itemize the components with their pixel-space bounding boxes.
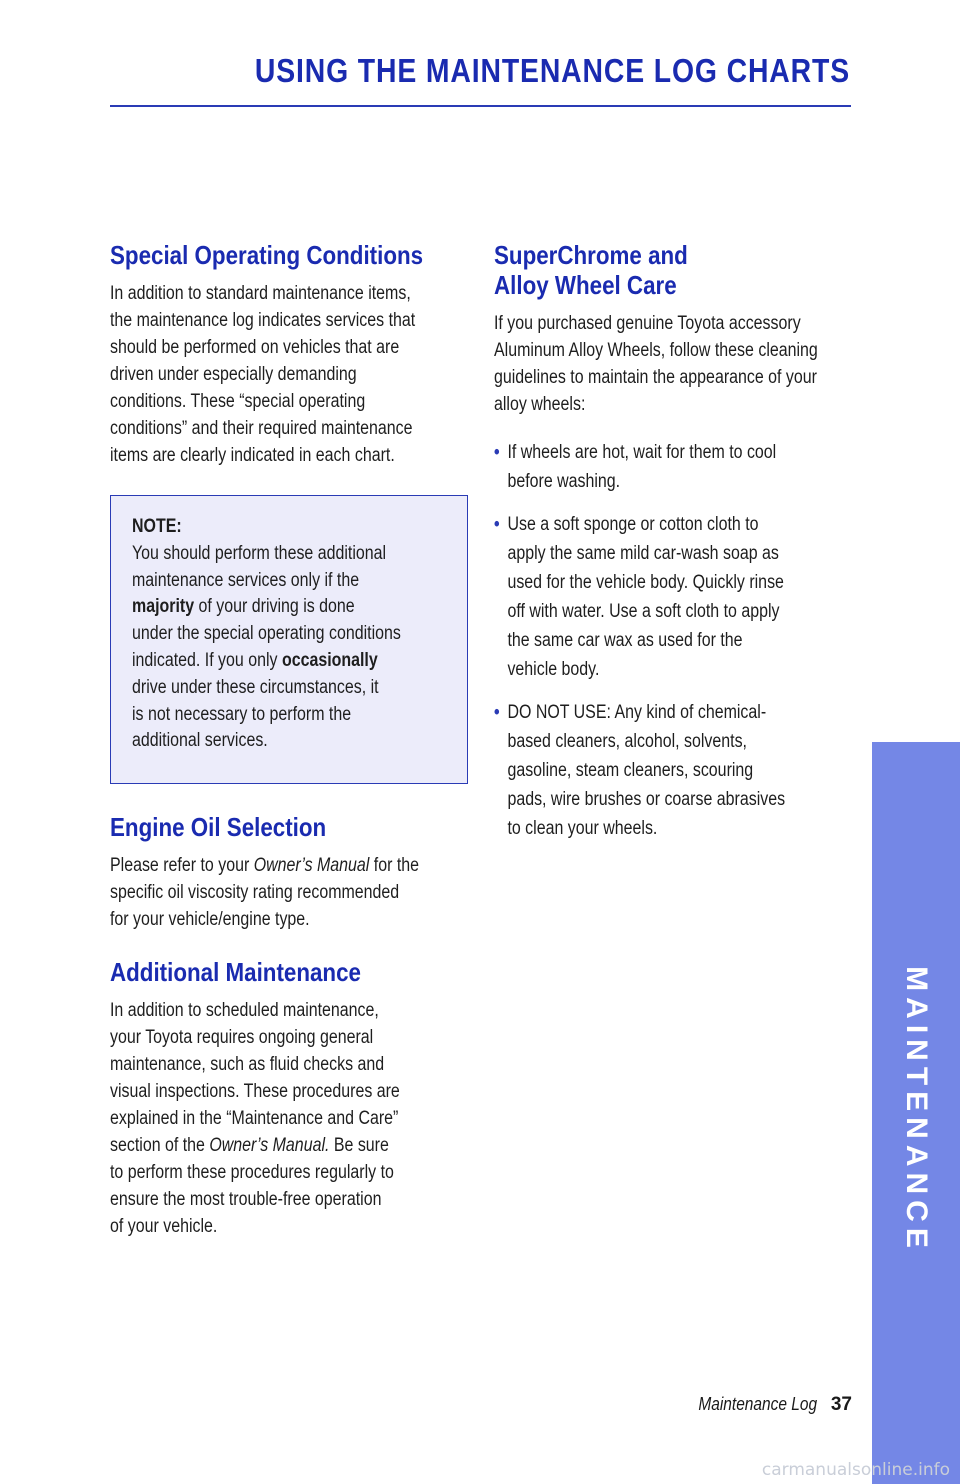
heading-line: Alloy Wheel Care [494, 270, 677, 300]
right-column [494, 240, 854, 857]
text-line: to clean your wheels. [507, 818, 658, 839]
text-line: explained in the “Maintenance and Care” [110, 1108, 399, 1130]
owners-manual-ref: Owner’s Manual [253, 855, 370, 877]
text-line: If you purchased genuine Toyota accessory [494, 313, 801, 334]
text-run: Please refer to your [110, 855, 254, 877]
text-line: off with water. Use a soft cloth to apply [507, 601, 780, 622]
text-line: alloy wheels: [494, 394, 586, 415]
wheel-care-heading [494, 240, 804, 270]
text-line: items are clearly indicated in each chart. [110, 445, 395, 466]
text-line [132, 648, 447, 675]
text-line: conditions. These “special operating [110, 391, 366, 412]
text-line: pads, wire brushes or coarse abrasives [507, 789, 786, 810]
text-line: You should perform these additional [132, 542, 387, 564]
text-run: for the [369, 855, 420, 877]
footer-section-name: Maintenance Log [698, 1394, 817, 1414]
text-line: your Toyota requires ongoing general [110, 1027, 374, 1049]
text-line [110, 852, 468, 879]
text-run: of your driving is done [194, 596, 355, 618]
text-line: drive under these circumstances, it [132, 676, 379, 698]
engine-oil-body [110, 852, 468, 933]
text-line [132, 594, 447, 621]
additional-maintenance-heading: Additional Maintenance [110, 957, 361, 988]
bullet-icon: • [494, 702, 500, 723]
left-column [110, 240, 468, 1264]
page-footer [679, 1394, 852, 1416]
emphasis-majority: majority [132, 596, 195, 618]
text-run: Be sure [329, 1135, 389, 1157]
list-item [494, 698, 854, 843]
list-item [494, 438, 854, 496]
note-body [132, 514, 447, 755]
text-line: additional services. [132, 730, 268, 752]
note-box [110, 495, 468, 784]
text-line [110, 1132, 468, 1159]
text-line: conditions” and their required maintenance [110, 418, 413, 439]
text-line: apply the same mild car-wash soap as [507, 543, 779, 564]
text-run: indicated. If you only [132, 649, 282, 671]
text-line: of your vehicle. [110, 1216, 218, 1238]
text-line: visual inspections. These procedures are [110, 1081, 400, 1103]
text-line: maintenance, such as fluid checks and [110, 1054, 385, 1076]
wheel-care-bullets [494, 438, 854, 843]
text-line: Use a soft sponge or cotton cloth to [507, 514, 759, 535]
additional-maintenance-section [110, 957, 468, 1240]
text-line: for your vehicle/engine type. [110, 909, 310, 931]
page-number: 37 [830, 1394, 852, 1415]
emphasis-occasionally: occasionally [281, 649, 378, 671]
text-line: based cleaners, alcohol, solvents, [507, 731, 747, 752]
list-item [494, 510, 854, 684]
note-label: NOTE: [132, 516, 182, 537]
side-tab-label: MAINTENANCE [900, 966, 933, 1254]
text-line: the maintenance log indicates services that [110, 310, 416, 331]
text-line: is not necessary to perform the [132, 703, 352, 725]
text-line: In addition to standard maintenance items, [110, 283, 411, 304]
text-line: vehicle body. [507, 659, 600, 680]
text-line: ensure the most trouble-free operation [110, 1189, 382, 1211]
bullet-icon: • [494, 442, 500, 463]
text-line: If wheels are hot, wait for them to cool [507, 442, 777, 463]
engine-oil-heading: Engine Oil Selection [110, 812, 327, 843]
watermark: carmanualsonline.info [761, 1460, 950, 1480]
text-line: used for the vehicle body. Quickly rinse [507, 572, 784, 593]
heading-line: SuperChrome and [494, 240, 688, 270]
wheel-care-body [494, 310, 854, 843]
text-line: Aluminum Alloy Wheels, follow these cleaning [494, 340, 818, 361]
bullet-icon: • [494, 514, 500, 535]
wheel-care-heading-line-2 [494, 270, 804, 300]
text-line: specific oil viscosity rating recommended [110, 882, 400, 904]
text-run: section of the [110, 1135, 210, 1157]
text-line: under the special operating conditions [132, 623, 401, 645]
title-rule [110, 105, 851, 107]
text-line: DO NOT USE: Any kind of chemical- [507, 702, 767, 723]
text-line: guidelines to maintain the appearance of your [494, 367, 817, 388]
text-line: should be performed on vehicles that are [110, 337, 400, 358]
text-line: maintenance services only if the [132, 569, 360, 591]
text-line: In addition to scheduled maintenance, [110, 1000, 379, 1022]
engine-oil-section [110, 812, 468, 933]
text-line: the same car wax as used for the [507, 630, 743, 651]
owners-manual-ref: Owner’s Manual. [209, 1135, 330, 1157]
additional-maintenance-body [110, 997, 468, 1240]
text-line: gasoline, steam cleaners, scouring [507, 760, 754, 781]
special-conditions-heading: Special Operating Conditions [110, 240, 424, 270]
special-conditions-body [110, 280, 468, 469]
text-line: to perform these procedures regularly to [110, 1162, 394, 1184]
special-conditions-section [110, 240, 468, 469]
text-line: before washing. [507, 471, 621, 492]
page-title: USING THE MAINTENANCE LOG CHARTS [254, 52, 850, 89]
text-line: driven under especially demanding [110, 364, 357, 385]
